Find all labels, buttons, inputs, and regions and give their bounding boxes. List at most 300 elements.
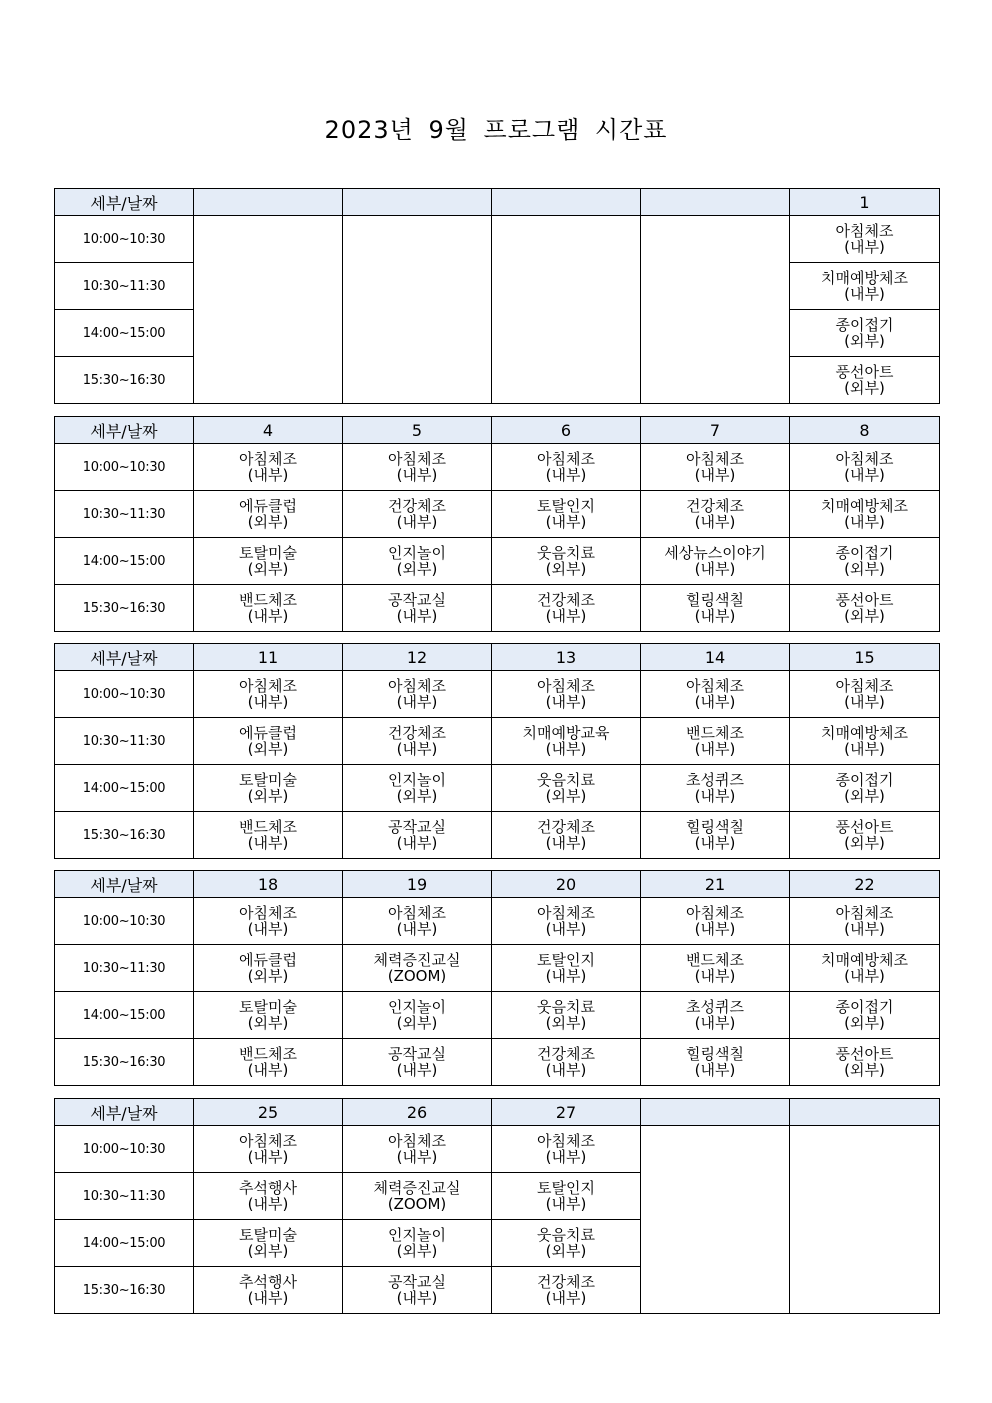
program-name: 웃음치료 <box>537 1226 595 1244</box>
program-name: 아침체조 <box>388 450 446 468</box>
time-slot: 10:30~11:30 <box>55 263 194 310</box>
program-cell <box>492 765 641 812</box>
date-cell <box>790 1099 940 1126</box>
date-cell: 20 <box>492 871 641 898</box>
program-type: (내부) <box>694 787 736 805</box>
program-cell <box>343 765 492 812</box>
program-cell <box>641 444 790 491</box>
program-cell <box>343 491 492 538</box>
program-cell <box>492 585 641 632</box>
program-name: 아침체조 <box>686 450 744 468</box>
date-cell: 12 <box>343 644 492 671</box>
program-cell <box>790 444 940 491</box>
week-table <box>54 1098 940 1314</box>
header-label: 세부/날짜 <box>55 871 194 898</box>
program-cell <box>790 671 940 718</box>
program-name: 에듀클럽 <box>239 497 297 515</box>
time-slot-row <box>55 671 940 718</box>
program-cell <box>194 671 343 718</box>
time-slot: 10:30~11:30 <box>55 945 194 992</box>
date-cell: 13 <box>492 644 641 671</box>
program-type: (내부) <box>396 513 438 531</box>
program-name: 밴드체조 <box>239 818 297 836</box>
program-name: 밴드체조 <box>239 591 297 609</box>
program-cell <box>492 444 641 491</box>
date-cell: 18 <box>194 871 343 898</box>
date-cell: 6 <box>492 417 641 444</box>
program-name: 에듀클럽 <box>239 951 297 969</box>
program-name: 인지놀이 <box>388 771 446 789</box>
program-cell <box>790 945 940 992</box>
program-cell <box>641 538 790 585</box>
program-type: (ZOOM) <box>387 1195 447 1213</box>
program-type: (내부) <box>545 740 587 758</box>
program-cell <box>790 538 940 585</box>
program-name: 초성퀴즈 <box>686 998 744 1016</box>
program-type: (외부) <box>396 1014 438 1032</box>
program-type: (내부) <box>844 285 885 303</box>
program-type: (외부) <box>844 379 885 397</box>
program-type: (내부) <box>396 920 438 938</box>
program-name: 건강체조 <box>537 1273 595 1291</box>
program-cell <box>194 585 343 632</box>
program-type: (내부) <box>694 560 736 578</box>
program-name: 건강체조 <box>537 591 595 609</box>
program-name: 종이접기 <box>835 544 894 562</box>
time-slot: 14:00~15:00 <box>55 538 194 585</box>
program-cell <box>194 718 343 765</box>
program-cell <box>790 263 940 310</box>
program-cell <box>790 718 940 765</box>
program-name: 종이접기 <box>835 771 894 789</box>
program-name: 공작교실 <box>388 1273 446 1291</box>
program-type: (내부) <box>247 1148 289 1166</box>
program-type: (외부) <box>545 560 587 578</box>
program-type: (내부) <box>247 920 289 938</box>
program-type: (내부) <box>694 740 736 758</box>
time-slot-row <box>55 765 940 812</box>
program-type: (내부) <box>844 967 885 985</box>
program-type: (외부) <box>396 1242 438 1260</box>
program-type: (내부) <box>694 466 736 484</box>
week-header-row <box>55 644 940 671</box>
program-cell <box>492 538 641 585</box>
program-type: (내부) <box>694 1061 736 1079</box>
time-slot: 15:30~16:30 <box>55 812 194 859</box>
program-name: 풍선아트 <box>835 363 894 381</box>
program-type: (외부) <box>247 513 289 531</box>
program-cell <box>492 1039 641 1086</box>
program-name: 건강체조 <box>388 724 446 742</box>
program-name: 토탈미술 <box>239 544 297 562</box>
program-type: (내부) <box>694 693 736 711</box>
week-table <box>54 416 940 632</box>
program-type: (ZOOM) <box>387 967 447 985</box>
program-name: 풍선아트 <box>835 818 894 836</box>
program-cell <box>194 898 343 945</box>
program-type: (외부) <box>247 1242 289 1260</box>
program-type: (외부) <box>545 787 587 805</box>
week-header-row <box>55 189 940 216</box>
program-type: (내부) <box>545 920 587 938</box>
time-slot: 10:30~11:30 <box>55 1173 194 1220</box>
time-slot: 10:00~10:30 <box>55 216 194 263</box>
program-type: (내부) <box>247 1195 289 1213</box>
time-slot-row <box>55 216 940 263</box>
program-name: 아침체조 <box>388 677 446 695</box>
program-cell <box>343 444 492 491</box>
program-type: (내부) <box>844 513 885 531</box>
program-name: 토탈인지 <box>537 497 595 515</box>
program-cell <box>790 812 940 859</box>
program-name: 인지놀이 <box>388 998 446 1016</box>
program-cell <box>790 491 940 538</box>
program-name: 건강체조 <box>388 497 446 515</box>
program-cell <box>343 585 492 632</box>
time-slot-row <box>55 992 940 1039</box>
program-name: 아침체조 <box>537 904 595 922</box>
program-type: (내부) <box>396 1148 438 1166</box>
program-cell <box>343 1126 492 1173</box>
header-label: 세부/날짜 <box>55 644 194 671</box>
program-cell <box>492 671 641 718</box>
program-cell <box>194 538 343 585</box>
program-name: 추석행사 <box>239 1273 297 1291</box>
program-type: (내부) <box>396 607 438 625</box>
program-cell <box>194 1220 343 1267</box>
program-name: 토탈미술 <box>239 1226 297 1244</box>
time-slot: 14:00~15:00 <box>55 765 194 812</box>
program-name: 공작교실 <box>388 1045 446 1063</box>
program-cell <box>790 1039 940 1086</box>
program-name: 아침체조 <box>239 1132 297 1150</box>
program-cell <box>641 898 790 945</box>
program-name: 웃음치료 <box>537 544 595 562</box>
program-cell <box>641 585 790 632</box>
program-name: 인지놀이 <box>388 1226 446 1244</box>
time-slot: 15:30~16:30 <box>55 357 194 404</box>
program-type: (내부) <box>396 1289 438 1307</box>
program-name: 종이접기 <box>835 316 894 334</box>
program-type: (외부) <box>545 1014 587 1032</box>
program-type: (내부) <box>545 466 587 484</box>
date-cell: 25 <box>194 1099 343 1126</box>
program-name: 체력증진교실 <box>373 951 461 969</box>
program-cell <box>343 898 492 945</box>
program-cell <box>343 671 492 718</box>
program-type: (외부) <box>844 1014 885 1032</box>
program-name: 에듀클럽 <box>239 724 297 742</box>
program-name: 아침체조 <box>835 222 894 240</box>
time-slot: 10:00~10:30 <box>55 898 194 945</box>
program-cell <box>194 444 343 491</box>
program-cell <box>194 1126 343 1173</box>
program-cell <box>492 945 641 992</box>
date-cell: 27 <box>492 1099 641 1126</box>
time-slot-row <box>55 491 940 538</box>
program-cell <box>641 812 790 859</box>
date-cell: 1 <box>790 189 940 216</box>
time-slot: 14:00~15:00 <box>55 310 194 357</box>
time-slot: 10:30~11:30 <box>55 491 194 538</box>
program-cell <box>343 1039 492 1086</box>
program-name: 힐링색칠 <box>686 818 744 836</box>
program-type: (내부) <box>545 1289 587 1307</box>
program-cell <box>790 216 940 263</box>
program-type: (내부) <box>694 607 736 625</box>
program-type: (내부) <box>247 1061 289 1079</box>
program-type: (내부) <box>545 693 587 711</box>
program-cell <box>343 992 492 1039</box>
program-cell <box>492 718 641 765</box>
date-cell: 22 <box>790 871 940 898</box>
date-cell: 26 <box>343 1099 492 1126</box>
program-type: (내부) <box>247 1289 289 1307</box>
date-cell: 4 <box>194 417 343 444</box>
program-type: (외부) <box>844 834 885 852</box>
program-cell <box>194 1267 343 1314</box>
program-type: (외부) <box>247 787 289 805</box>
date-cell: 15 <box>790 644 940 671</box>
date-cell <box>194 189 343 216</box>
program-name: 아침체조 <box>835 450 894 468</box>
program-type: (외부) <box>396 787 438 805</box>
program-name: 아침체조 <box>686 677 744 695</box>
program-cell <box>492 1267 641 1314</box>
program-cell <box>343 812 492 859</box>
program-cell <box>641 765 790 812</box>
program-type: (외부) <box>247 967 289 985</box>
program-name: 토탈인지 <box>537 951 595 969</box>
program-type: (내부) <box>396 1061 438 1079</box>
program-type: (내부) <box>694 1014 736 1032</box>
program-cell <box>194 945 343 992</box>
program-type: (내부) <box>844 740 885 758</box>
program-name: 치매예방체조 <box>821 724 908 742</box>
program-type: (외부) <box>844 560 885 578</box>
program-cell <box>492 1173 641 1220</box>
program-name: 아침체조 <box>388 1132 446 1150</box>
week-table <box>54 643 940 859</box>
program-name: 웃음치료 <box>537 771 595 789</box>
program-name: 체력증진교실 <box>373 1179 461 1197</box>
time-slot-row <box>55 945 940 992</box>
date-cell <box>492 189 641 216</box>
date-cell: 11 <box>194 644 343 671</box>
program-name: 힐링색칠 <box>686 591 744 609</box>
empty-cell <box>641 1126 790 1314</box>
program-cell <box>343 718 492 765</box>
week-table <box>54 188 940 404</box>
program-cell <box>641 992 790 1039</box>
program-name: 토탈미술 <box>239 998 297 1016</box>
program-type: (내부) <box>545 1195 587 1213</box>
program-name: 밴드체조 <box>686 951 744 969</box>
time-slot-row <box>55 585 940 632</box>
program-cell <box>194 1173 343 1220</box>
program-cell <box>343 945 492 992</box>
program-cell <box>343 1220 492 1267</box>
program-type: (내부) <box>844 238 885 256</box>
program-type: (내부) <box>545 607 587 625</box>
program-cell <box>641 945 790 992</box>
program-name: 건강체조 <box>537 818 595 836</box>
program-type: (외부) <box>247 740 289 758</box>
week-header-row <box>55 871 940 898</box>
time-slot-row <box>55 1126 940 1173</box>
program-cell <box>641 491 790 538</box>
program-type: (내부) <box>694 967 736 985</box>
program-cell <box>641 1039 790 1086</box>
program-cell <box>492 1126 641 1173</box>
program-type: (내부) <box>247 834 289 852</box>
program-type: (내부) <box>396 693 438 711</box>
program-name: 치매예방체조 <box>821 497 908 515</box>
program-type: (내부) <box>545 1148 587 1166</box>
time-slot-row <box>55 538 940 585</box>
program-type: (내부) <box>694 834 736 852</box>
program-cell <box>194 1039 343 1086</box>
program-name: 아침체조 <box>537 1132 595 1150</box>
program-type: (내부) <box>844 693 885 711</box>
program-type: (외부) <box>844 1061 885 1079</box>
date-cell <box>641 1099 790 1126</box>
program-name: 치매예방체조 <box>821 269 908 287</box>
program-cell <box>343 538 492 585</box>
empty-cell <box>641 216 790 404</box>
program-type: (내부) <box>545 967 587 985</box>
program-type: (내부) <box>545 834 587 852</box>
week-header-row <box>55 417 940 444</box>
program-cell <box>790 585 940 632</box>
program-type: (내부) <box>396 466 438 484</box>
header-label: 세부/날짜 <box>55 1099 194 1126</box>
program-type: (내부) <box>396 834 438 852</box>
program-type: (내부) <box>247 607 289 625</box>
program-name: 아침체조 <box>835 677 894 695</box>
program-cell <box>492 491 641 538</box>
date-cell: 14 <box>641 644 790 671</box>
date-cell <box>641 189 790 216</box>
program-name: 풍선아트 <box>835 591 894 609</box>
program-cell <box>492 898 641 945</box>
program-type: (외부) <box>844 787 885 805</box>
time-slot: 10:00~10:30 <box>55 671 194 718</box>
header-label: 세부/날짜 <box>55 417 194 444</box>
program-name: 아침체조 <box>537 450 595 468</box>
program-cell <box>492 1220 641 1267</box>
program-name: 토탈인지 <box>537 1179 595 1197</box>
time-slot-row <box>55 718 940 765</box>
time-slot: 15:30~16:30 <box>55 1039 194 1086</box>
week-table <box>54 870 940 1086</box>
time-slot-row <box>55 444 940 491</box>
program-name: 아침체조 <box>239 677 297 695</box>
program-type: (내부) <box>396 740 438 758</box>
program-name: 아침체조 <box>686 904 744 922</box>
date-cell: 8 <box>790 417 940 444</box>
program-name: 치매예방교육 <box>522 724 610 742</box>
date-cell: 21 <box>641 871 790 898</box>
program-cell <box>343 1267 492 1314</box>
time-slot: 10:00~10:30 <box>55 444 194 491</box>
date-cell <box>343 189 492 216</box>
program-cell <box>194 812 343 859</box>
program-name: 아침체조 <box>239 904 297 922</box>
program-name: 밴드체조 <box>686 724 744 742</box>
program-cell <box>790 357 940 404</box>
program-name: 건강체조 <box>537 1045 595 1063</box>
program-name: 종이접기 <box>835 998 894 1016</box>
time-slot-row <box>55 898 940 945</box>
program-type: (내부) <box>694 920 736 938</box>
program-cell <box>790 310 940 357</box>
program-cell <box>790 898 940 945</box>
program-type: (내부) <box>247 466 289 484</box>
program-type: (외부) <box>396 560 438 578</box>
time-slot: 14:00~15:00 <box>55 1220 194 1267</box>
time-slot-row <box>55 1039 940 1086</box>
program-name: 공작교실 <box>388 591 446 609</box>
program-name: 밴드체조 <box>239 1045 297 1063</box>
program-type: (외부) <box>844 607 885 625</box>
program-cell <box>492 812 641 859</box>
program-name: 아침체조 <box>239 450 297 468</box>
program-cell <box>343 1173 492 1220</box>
program-cell <box>641 718 790 765</box>
program-type: (내부) <box>247 693 289 711</box>
program-name: 인지놀이 <box>388 544 446 562</box>
time-slot-row <box>55 812 940 859</box>
program-name: 힐링색칠 <box>686 1045 744 1063</box>
empty-cell <box>790 1126 940 1314</box>
program-name: 웃음치료 <box>537 998 595 1016</box>
empty-cell <box>343 216 492 404</box>
program-name: 치매예방체조 <box>821 951 908 969</box>
time-slot: 10:30~11:30 <box>55 718 194 765</box>
time-slot: 14:00~15:00 <box>55 992 194 1039</box>
program-name: 풍선아트 <box>835 1045 894 1063</box>
program-name: 건강체조 <box>686 497 744 515</box>
program-type: (내부) <box>545 1061 587 1079</box>
time-slot: 15:30~16:30 <box>55 585 194 632</box>
program-name: 아침체조 <box>835 904 894 922</box>
program-type: (외부) <box>247 1014 289 1032</box>
program-cell <box>790 992 940 1039</box>
program-cell <box>194 992 343 1039</box>
program-type: (외부) <box>844 332 885 350</box>
program-cell <box>641 671 790 718</box>
empty-cell <box>492 216 641 404</box>
date-cell: 7 <box>641 417 790 444</box>
program-name: 초성퀴즈 <box>686 771 744 789</box>
header-label: 세부/날짜 <box>55 189 194 216</box>
program-cell <box>790 765 940 812</box>
week-header-row <box>55 1099 940 1126</box>
program-type: (외부) <box>545 1242 587 1260</box>
program-cell <box>492 992 641 1039</box>
time-slot: 10:00~10:30 <box>55 1126 194 1173</box>
program-name: 공작교실 <box>388 818 446 836</box>
program-name: 세상뉴스이야기 <box>664 544 766 562</box>
page-title: 2023년 9월 프로그램 시간표 <box>324 116 668 144</box>
program-type: (내부) <box>844 466 885 484</box>
time-slot: 15:30~16:30 <box>55 1267 194 1314</box>
program-cell <box>194 491 343 538</box>
date-cell: 19 <box>343 871 492 898</box>
program-name: 토탈미술 <box>239 771 297 789</box>
program-type: (내부) <box>844 920 885 938</box>
